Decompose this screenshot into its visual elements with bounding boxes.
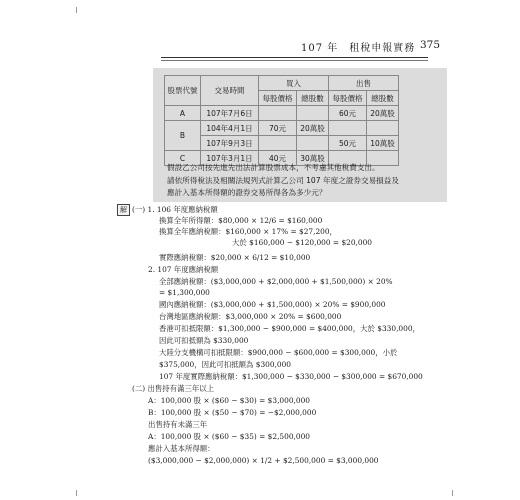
header-rule xyxy=(161,57,428,58)
solution-line: ($3,000,000 − $2,000,000) × 1/2 + $2,500,000 = $3,000,000 xyxy=(148,456,379,465)
cell-date: 107年9月3日 xyxy=(201,136,259,151)
solution-line: 大於 $160,000 − $120,000 = $20,000 xyxy=(232,238,373,247)
solution-line: 大陸分支機構可扣抵限額：$900,000 − $600,000 = $300,000，小於 xyxy=(159,348,398,357)
cell-code: B xyxy=(165,121,201,151)
solution-line: 107 年度實際應納稅額：$1,300,000 − $330,000 − $300,000 = $670,000 xyxy=(159,372,423,381)
cell-buy-price: 70元 xyxy=(259,121,297,136)
solution-line: 出售持有未滿三年 xyxy=(148,420,208,429)
cell-sell-total: 20萬股 xyxy=(367,106,399,121)
solution-line: A：100,000 股 × ($60 − $30) = $3,000,000 xyxy=(148,396,310,405)
question-line: 應計入基本所得額的證券交易所得各為多少元？ xyxy=(167,188,327,197)
cell-code: C xyxy=(165,151,201,166)
crop-mark xyxy=(452,490,453,496)
cell-date: 107年7月6日 xyxy=(201,106,259,121)
solution-line: 換算全年所得額：$80,000 × 12/6 = $160,000 xyxy=(159,216,323,225)
cell-sell-total: 10萬股 xyxy=(367,136,399,151)
page-number: 375 xyxy=(420,39,441,51)
solution-line: 實際應納稅額：$20,000 × 6/12 = $10,000 xyxy=(159,253,311,262)
crop-mark xyxy=(76,490,77,496)
solution-line: (一) 1. 106 年度應納稅額 xyxy=(132,205,218,214)
solution-line: $375,000，因此可扣抵額為 $300,000 xyxy=(159,360,292,369)
question-line: 請依所得稅法及相關法規列式計算乙公司 107 年度之證券交易損益及 xyxy=(167,175,399,185)
question-text xyxy=(167,162,447,200)
solution-line: 全部應納稅額：($3,000,000 + $2,000,000 + $1,500,000) × 20% xyxy=(159,277,393,286)
table-row xyxy=(165,121,399,136)
cell-code: A xyxy=(165,106,201,121)
header-sell-price: 每股價格 xyxy=(329,91,367,106)
header-trade-date: 交易時間 xyxy=(201,76,259,106)
solution-line: A：100,000 股 × ($60 − $35) = $2,500,000 xyxy=(148,432,310,441)
cell-date: 107年3月1日 xyxy=(201,151,259,166)
header-buy-total: 總股數 xyxy=(297,91,329,106)
solution-line: 國內應納稅額：($3,000,000 + $1,500,000) × 20% = $900,000 xyxy=(159,300,386,309)
cell-buy-total: 30萬股 xyxy=(297,151,329,166)
solution-line: 因此可扣抵額為 $330,000 xyxy=(159,336,249,345)
cell-buy-total xyxy=(297,136,329,151)
solution-line: B：100,000 股 × ($50 − $70) = −$2,000,000 xyxy=(148,408,317,417)
crop-mark xyxy=(76,7,77,13)
table-row xyxy=(165,106,399,121)
header-buy-price: 每股價格 xyxy=(259,91,297,106)
header-buy: 買入 xyxy=(259,76,329,91)
cell-sell-price: 50元 xyxy=(329,136,367,151)
solution-line: 換算全年應納稅額：$160,000 × 17% = $27,200， xyxy=(159,227,337,236)
cell-sell-price xyxy=(329,121,367,136)
table-row xyxy=(165,136,399,151)
solution-badge: 解 xyxy=(117,204,130,216)
header-sell: 出售 xyxy=(329,76,399,91)
solution-line: 2. 107 年度應納稅額 xyxy=(148,265,219,274)
cell-date: 104年4月1日 xyxy=(201,121,259,136)
solution-line: 台灣地區應納稅額：$3,000,000 × 20% = $600,000 xyxy=(159,312,342,321)
solution-line: (二) 出售持有滿三年以上 xyxy=(132,384,215,393)
transaction-table xyxy=(164,75,399,166)
question-line: 假設乙公司按先進先出法計算股票成本，不考慮其他稅費支出。 xyxy=(167,163,380,172)
cell-buy-price xyxy=(259,106,297,121)
header-sell-total: 總股數 xyxy=(367,91,399,106)
cell-buy-total: 20萬股 xyxy=(297,121,329,136)
cell-buy-total xyxy=(297,106,329,121)
header-rule-thin xyxy=(161,60,428,61)
cell-sell-price: 60元 xyxy=(329,106,367,121)
cell-buy-price xyxy=(259,136,297,151)
cell-buy-price: 40元 xyxy=(259,151,297,166)
cell-sell-total xyxy=(367,121,399,136)
header-stock-code: 股票代號 xyxy=(165,76,201,106)
chapter-title: 107 年 租稅申報實務 xyxy=(301,43,416,54)
solution-line: 應計入基本所得額： xyxy=(148,444,215,453)
solution-line: = $1,300,000 xyxy=(159,288,210,297)
solution-line: 香港可扣抵限額：$1,300,000 − $900,000 = $400,000，大於 $330,000， xyxy=(159,324,420,333)
